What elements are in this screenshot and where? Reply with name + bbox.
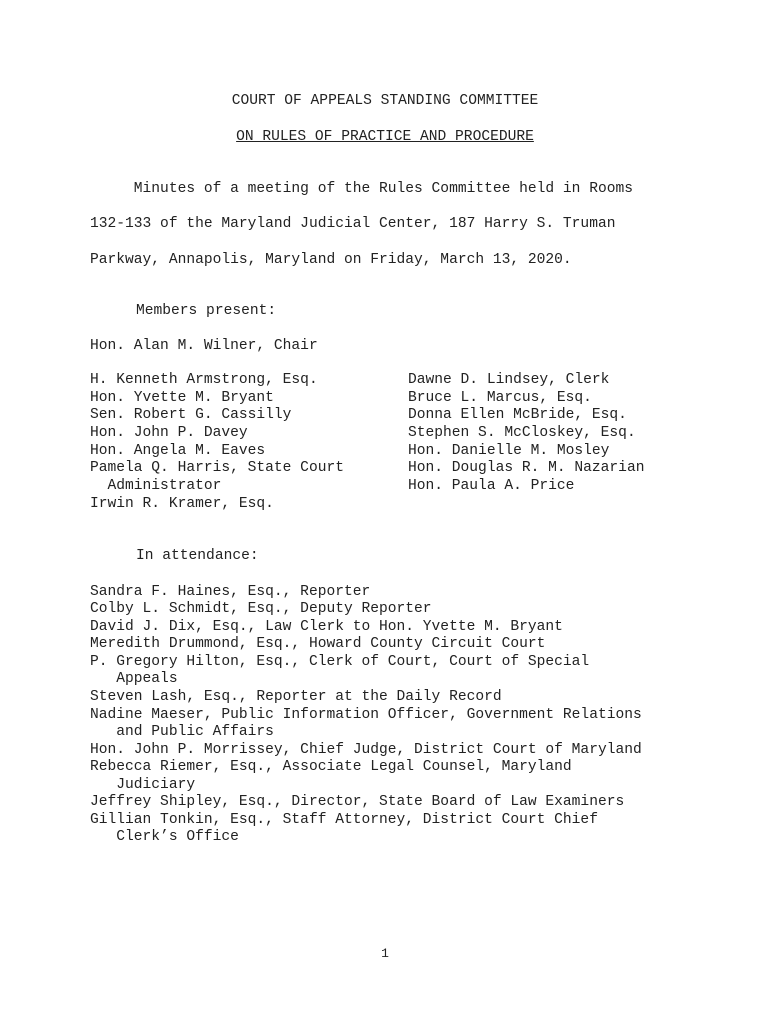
member-name: Donna Ellen McBride, Esq. (408, 407, 627, 423)
member-name: Hon. Paula A. Price (408, 478, 575, 494)
attendee-line: P. Gregory Hilton, Esq., Clerk of Court, Court of Special (90, 654, 590, 670)
member-name: Hon. Douglas R. M. Nazarian (408, 460, 645, 476)
member-name: Pamela Q. Harris, State Court (90, 460, 344, 476)
attendee-line: Hon. John P. Morrissey, Chief Judge, District Court of Maryland (90, 742, 642, 758)
member-name: Administrator (90, 478, 222, 494)
attendee-line: Steven Lash, Esq., Reporter at the Daily Record (90, 689, 502, 705)
member-name: H. Kenneth Armstrong, Esq. (90, 372, 318, 388)
member-name: Hon. Danielle M. Mosley (408, 443, 610, 459)
attendee-line: Judiciary (90, 777, 196, 793)
attendee-line: Appeals (90, 671, 178, 687)
member-name: Dawne D. Lindsey, Clerk (408, 372, 610, 388)
attendance-heading: In attendance: (136, 548, 259, 564)
document-title: COURT OF APPEALS STANDING COMMITTEE (231, 93, 539, 109)
member-name: Hon. John P. Davey (90, 425, 248, 441)
intro-line: 132-133 of the Maryland Judicial Center, 187 Harry S. Truman (90, 216, 616, 232)
page-number: 1 (381, 946, 389, 961)
attendee-line: Nadine Maeser, Public Information Officer, Government Relations (90, 707, 642, 723)
member-name: Stephen S. McCloskey, Esq. (408, 425, 636, 441)
intro-line: Minutes of a meeting of the Rules Committee held in Rooms (90, 181, 633, 197)
attendee-line: Clerk’s Office (90, 829, 239, 845)
attendee-line: Meredith Drummond, Esq., Howard County Circuit Court (90, 636, 546, 652)
attendee-line: and Public Affairs (90, 724, 274, 740)
attendee-line: Gillian Tonkin, Esq., Staff Attorney, District Court Chief (90, 812, 598, 828)
document-subtitle (0, 129, 770, 146)
chair-line: Hon. Alan M. Wilner, Chair (90, 338, 318, 354)
intro-line: Parkway, Annapolis, Maryland on Friday, March 13, 2020. (90, 252, 572, 268)
document-subtitle-text: ON RULES OF PRACTICE AND PROCEDURE (236, 129, 534, 145)
member-name: Irwin R. Kramer, Esq. (90, 496, 274, 512)
member-name: Hon. Yvette M. Bryant (90, 390, 274, 406)
attendee-line: Rebecca Riemer, Esq., Associate Legal Counsel, Maryland (90, 759, 572, 775)
member-name: Hon. Angela M. Eaves (90, 443, 266, 459)
attendee-line: Sandra F. Haines, Esq., Reporter (90, 584, 371, 600)
attendee-line: Colby L. Schmidt, Esq., Deputy Reporter (90, 601, 432, 617)
member-name: Bruce L. Marcus, Esq. (408, 390, 592, 406)
attendee-line: Jeffrey Shipley, Esq., Director, State Board of Law Examiners (90, 794, 625, 810)
member-name: Sen. Robert G. Cassilly (90, 407, 292, 423)
members-heading: Members present: (136, 303, 277, 319)
attendee-line: David J. Dix, Esq., Law Clerk to Hon. Yvette M. Bryant (90, 619, 563, 635)
